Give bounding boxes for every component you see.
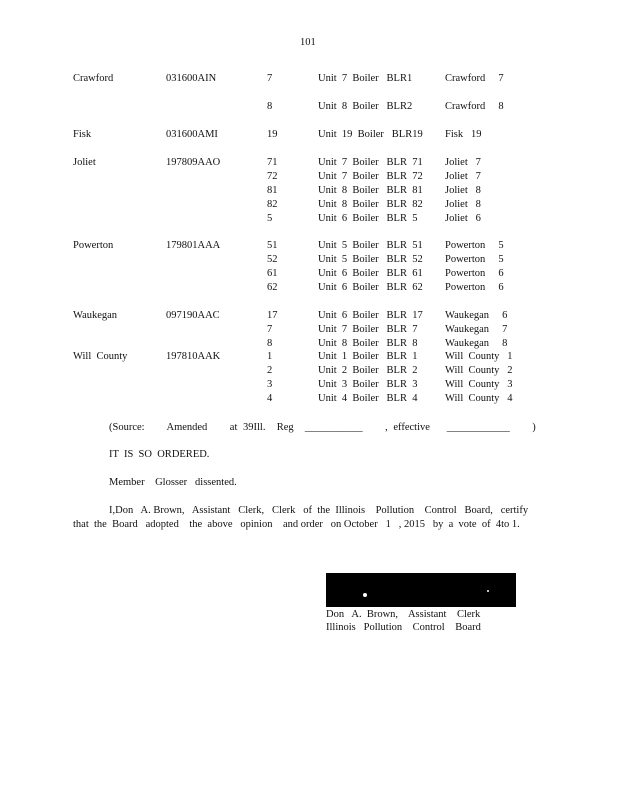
cell-name: Crawford 8 xyxy=(445,101,504,112)
cell-facility: Joliet xyxy=(73,157,96,168)
cell-desc: Unit 7 Boiler BLR1 xyxy=(318,73,413,84)
cell-facility: Will County xyxy=(73,351,128,362)
cell-id: 097190AAC xyxy=(166,310,220,321)
signature-speck xyxy=(487,590,489,592)
cell-desc: Unit 8 Boiler BLR 8 xyxy=(318,338,418,349)
cell-name: Powerton 6 xyxy=(445,268,504,279)
source-effective: , effective xyxy=(385,422,430,433)
cell-desc: Unit 3 Boiler BLR 3 xyxy=(318,379,418,390)
cell-name: Will County 4 xyxy=(445,393,513,404)
cell-facility: Fisk xyxy=(73,129,92,140)
cell-unit: 62 xyxy=(267,282,278,293)
cell-unit: 5 xyxy=(267,213,273,224)
cell-unit: 2 xyxy=(267,365,273,376)
certification-line-1: I,Don A. Brown, Assistant Clerk, Clerk of the Illinois Pollution Control Board, certify xyxy=(109,505,529,516)
cell-unit: 82 xyxy=(267,199,278,210)
cell-desc: Unit 7 Boiler BLR 71 xyxy=(318,157,423,168)
cell-name: Fisk 19 xyxy=(445,129,482,140)
source-close: ) xyxy=(532,422,536,433)
cell-unit: 71 xyxy=(267,157,278,168)
cell-name: Waukegan 7 xyxy=(445,324,508,335)
cell-unit: 19 xyxy=(267,129,278,140)
cell-desc: Unit 5 Boiler BLR 51 xyxy=(318,240,423,251)
cell-unit: 7 xyxy=(267,73,273,84)
signature-speck xyxy=(363,593,367,597)
cell-unit: 72 xyxy=(267,171,278,182)
cell-unit: 4 xyxy=(267,393,273,404)
cell-unit: 51 xyxy=(267,240,278,251)
cell-name: Joliet 7 xyxy=(445,157,481,168)
cell-id: 197810AAK xyxy=(166,351,221,362)
cell-name: Crawford 7 xyxy=(445,73,504,84)
cell-desc: Unit 5 Boiler BLR 52 xyxy=(318,254,423,265)
cell-unit: 7 xyxy=(267,324,273,335)
cell-name: Powerton 6 xyxy=(445,282,504,293)
cell-facility: Powerton xyxy=(73,240,114,251)
cell-unit: 8 xyxy=(267,101,273,112)
cell-id: 179801AAA xyxy=(166,240,221,251)
cell-name: Joliet 7 xyxy=(445,171,481,182)
cell-desc: Unit 2 Boiler BLR 2 xyxy=(318,365,418,376)
cell-name: Joliet 6 xyxy=(445,213,481,224)
cell-name: Powerton 5 xyxy=(445,254,504,265)
cell-unit: 17 xyxy=(267,310,278,321)
cell-name: Joliet 8 xyxy=(445,185,481,196)
cell-unit: 81 xyxy=(267,185,278,196)
signer-name: Don A. Brown, Assistant Clerk xyxy=(326,609,481,620)
cell-desc: Unit 4 Boiler BLR 4 xyxy=(318,393,418,404)
cell-name: Joliet 8 xyxy=(445,199,481,210)
cell-desc: Unit 6 Boiler BLR 17 xyxy=(318,310,423,321)
cell-id: 031600AMI xyxy=(166,129,218,140)
cell-name: Powerton 5 xyxy=(445,240,504,251)
cell-desc: Unit 19 Boiler BLR19 xyxy=(318,129,423,140)
cell-unit: 3 xyxy=(267,379,273,390)
cell-name: Waukegan 8 xyxy=(445,338,508,349)
source-line xyxy=(109,421,536,435)
effective-blank: ____________ xyxy=(446,422,510,433)
cell-desc: Unit 7 Boiler BLR 72 xyxy=(318,171,423,182)
cell-desc: Unit 7 Boiler BLR 7 xyxy=(318,324,418,335)
source-prefix: (Source: Amended at 39Ill. Reg xyxy=(109,422,294,433)
cell-name: Will County 2 xyxy=(445,365,513,376)
cell-name: Waukegan 6 xyxy=(445,310,508,321)
cell-id: 031600AIN xyxy=(166,73,217,84)
reg-blank: ___________ xyxy=(304,422,363,433)
cell-unit: 8 xyxy=(267,338,273,349)
certification-line-2: that the Board adopted the above opinion and order on October 1 , 2015 by a vote of 4to 1. xyxy=(73,519,520,530)
cell-facility: Crawford xyxy=(73,73,114,84)
cell-name: Will County 1 xyxy=(445,351,513,362)
cell-desc: Unit 8 Boiler BLR2 xyxy=(318,101,413,112)
cell-id: 197809AAO xyxy=(166,157,221,168)
signer-organization: Illinois Pollution Control Board xyxy=(326,622,481,633)
cell-desc: Unit 8 Boiler BLR 82 xyxy=(318,199,423,210)
cell-unit: 61 xyxy=(267,268,278,279)
cell-desc: Unit 6 Boiler BLR 62 xyxy=(318,282,423,293)
cell-name: Will County 3 xyxy=(445,379,513,390)
so-ordered: IT IS SO ORDERED. xyxy=(109,449,210,460)
redacted-signature xyxy=(326,573,516,607)
cell-desc: Unit 8 Boiler BLR 81 xyxy=(318,185,423,196)
page-number: 101 xyxy=(300,37,316,48)
cell-desc: Unit 6 Boiler BLR 5 xyxy=(318,213,418,224)
dissent-note: Member Glosser dissented. xyxy=(109,477,237,488)
cell-desc: Unit 1 Boiler BLR 1 xyxy=(318,351,418,362)
cell-facility: Waukegan xyxy=(73,310,118,321)
cell-unit: 52 xyxy=(267,254,278,265)
cell-desc: Unit 6 Boiler BLR 61 xyxy=(318,268,423,279)
cell-unit: 1 xyxy=(267,351,273,362)
